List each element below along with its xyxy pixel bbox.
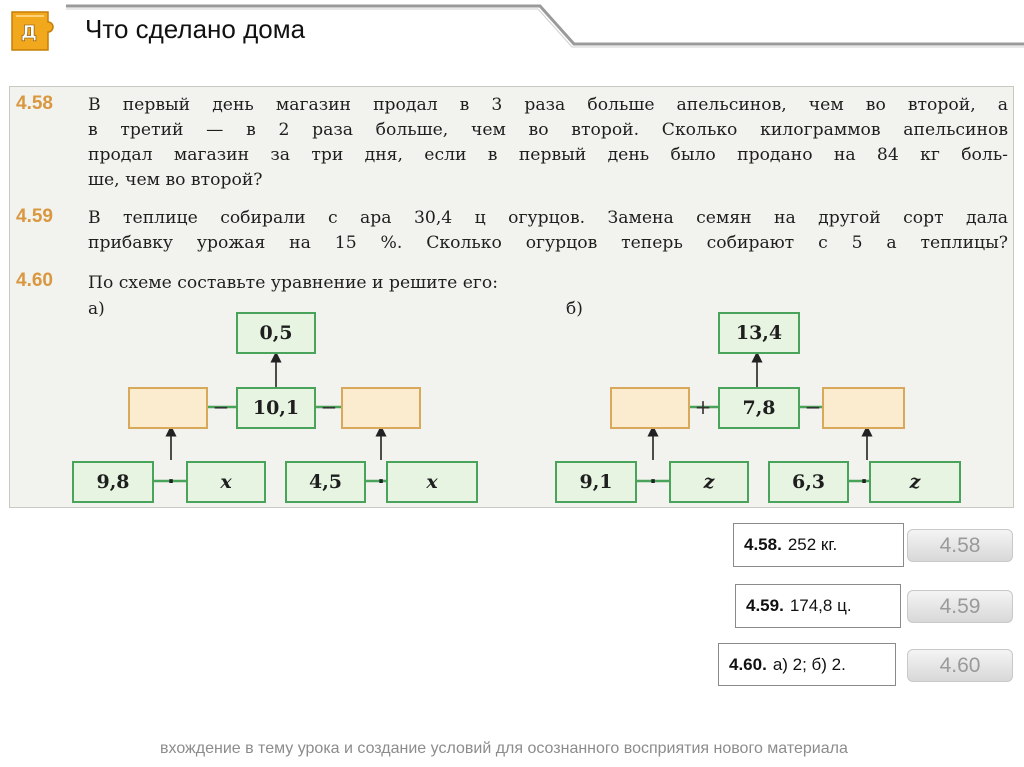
- slide-footer: вхождение в тему урока и создание условий для осознанного восприятия нового материала: [160, 740, 848, 757]
- scheme-connectors: [10, 87, 1015, 509]
- scheme-a-middle-box: 10,1: [236, 387, 316, 429]
- scheme-a-bottom-right-var: [386, 461, 478, 503]
- scheme-a-empty-box-right: [341, 387, 421, 429]
- scheme-b-top-box: 13,4: [718, 312, 800, 354]
- problem-text-line: в третий — в 2 раза больше, чем во второй. Сколько килограммов апельсинов: [88, 120, 1008, 140]
- scheme-b-bottom-right-num: 6,3: [768, 461, 849, 503]
- problem-number: 4.58: [16, 93, 53, 114]
- scheme-b-op-left: +: [694, 395, 712, 419]
- slide-header: [0, 0, 1024, 60]
- problem-text-line: продал магазин за три дня, если в первый день было продано на 84 кг боль-: [88, 145, 1008, 165]
- answer-label: 4.60.: [729, 654, 767, 674]
- answer-text: 252 кг.: [787, 535, 838, 554]
- answer-text: а) 2; б) 2.: [772, 654, 846, 674]
- problem-number: 4.59: [16, 206, 53, 227]
- problem-number: 4.60: [16, 270, 53, 291]
- variable: x: [220, 471, 232, 493]
- answer-box-4-59: [735, 584, 901, 628]
- scheme-b-middle-box: 7,8: [718, 387, 800, 429]
- scheme-a-bottom-right-op: ·: [377, 469, 385, 493]
- answer-label: 4.58.: [744, 535, 782, 554]
- answer-label: 4.59.: [746, 596, 784, 615]
- scheme-b-bottom-left-num: 9,1: [555, 461, 637, 503]
- scheme-a-bottom-left-num: 9,8: [72, 461, 154, 503]
- slide-title: Что сделано дома: [85, 14, 306, 44]
- scheme-a-bottom-left-op: ·: [167, 469, 175, 493]
- problem-text-line: ше, чем во второй?: [88, 170, 263, 190]
- scheme-a-bottom-left-var: [186, 461, 266, 503]
- scheme-b-bottom-left-var: [669, 461, 749, 503]
- problem-text-line: прибавку урожая на 15 %. Сколько огурцов теперь собирают с 5 а теплицы?: [88, 233, 1008, 253]
- scheme-a-label: а): [88, 299, 105, 319]
- variable: z: [703, 471, 715, 493]
- scheme-a-empty-box-left: [128, 387, 208, 429]
- textbook-scan: [9, 86, 1014, 508]
- answer-text: 174,8 ц.: [789, 596, 852, 615]
- scheme-a-bottom-right-num: 4,5: [285, 461, 366, 503]
- scheme-b-label: б): [566, 299, 583, 319]
- puzzle-letter: Д: [20, 22, 38, 43]
- scheme-b-bottom-left-op: ·: [649, 469, 657, 493]
- puzzle-icon: [8, 8, 60, 54]
- scheme-a-op-left: −: [212, 395, 230, 419]
- scheme-b-bottom-right-var: [869, 461, 961, 503]
- problem-text-line: По схеме составьте уравнение и решите его:: [88, 273, 499, 293]
- scheme-b-bottom-right-op: ·: [860, 469, 868, 493]
- variable: x: [426, 471, 438, 493]
- scheme-b-empty-box-right: [822, 387, 905, 429]
- scheme-a-top-box: 0,5: [236, 312, 316, 354]
- variable: z: [909, 471, 921, 493]
- problem-text-line: В теплице собирали с ара 30,4 ц огурцов. Замена семян на другой сорт дала: [88, 208, 1008, 228]
- scheme-a-op-right: −: [320, 395, 338, 419]
- scheme-b-op-right: −: [804, 395, 822, 419]
- answer-box-4-60: [718, 643, 896, 686]
- answer-button-4-59[interactable]: 4.59: [907, 590, 1013, 623]
- answer-box-4-58: [733, 523, 904, 567]
- problem-text-line: В первый день магазин продал в 3 раза больше апельсинов, чем во второй, а: [88, 95, 1008, 115]
- answer-button-4-58[interactable]: 4.58: [907, 529, 1013, 562]
- answer-button-4-60[interactable]: 4.60: [907, 649, 1013, 682]
- scheme-b-empty-box-left: [610, 387, 690, 429]
